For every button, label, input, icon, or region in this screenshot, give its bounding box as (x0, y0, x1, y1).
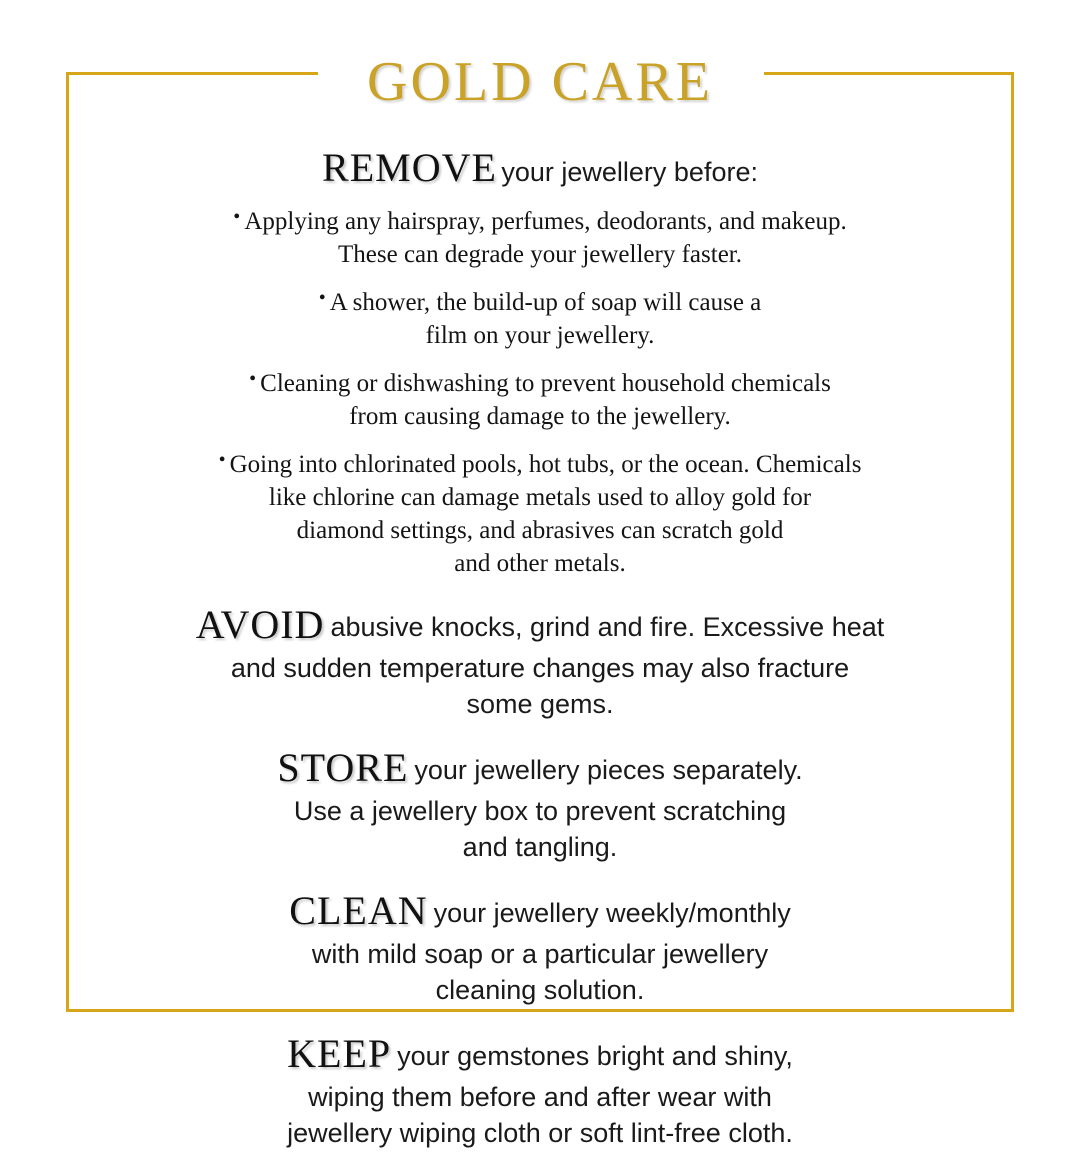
bullet-line (60, 366, 1020, 400)
avoid-keyword: AVOID (195, 602, 325, 647)
section-text: your gemstones bright and shiny, (397, 1041, 793, 1071)
bullet-text: A shower, the build-up of soap will cause a (329, 289, 762, 316)
list-item (60, 204, 1020, 271)
section-line: wiping them before and after wear with (308, 1082, 772, 1113)
remove-intro-text: your jewellery before: (501, 157, 758, 187)
section-text: your jewellery weekly/monthly (433, 898, 791, 928)
page-title: GOLD CARE (367, 51, 713, 113)
keep-keyword: KEEP (287, 1031, 392, 1076)
list-item (60, 366, 1020, 433)
section-first-line (60, 1027, 1020, 1080)
section-first-line (60, 741, 1020, 794)
bullet-line: diamond settings, and abrasives can scratch gold (296, 517, 784, 544)
section-store (60, 741, 1020, 866)
section-first-line (60, 884, 1020, 937)
section-line: cleaning solution. (435, 975, 645, 1006)
bullet-text: Applying any hairspray, perfumes, deodorants, and makeup. (244, 208, 847, 235)
bullet-text: Going into chlorinated pools, hot tubs, or the ocean. Chemicals (229, 451, 862, 478)
store-keyword: STORE (277, 745, 409, 790)
bullet-line (60, 204, 1020, 238)
bullet-line: film on your jewellery. (425, 322, 655, 349)
bullet-dot-icon: • (318, 287, 326, 309)
bullet-dot-icon: • (249, 368, 257, 390)
bullet-line: and other metals. (454, 550, 626, 577)
section-text: abusive knocks, grind and fire. Excessive heat (330, 612, 885, 642)
section-keep (60, 1027, 1020, 1152)
section-clean (60, 884, 1020, 1009)
clean-keyword: CLEAN (289, 888, 428, 933)
section-text: your jewellery pieces separately. (414, 755, 803, 785)
section-line: with mild soap or a particular jewellery (311, 939, 769, 970)
section-line: jewellery wiping cloth or soft lint-free cloth. (287, 1118, 793, 1149)
bullet-text: Cleaning or dishwashing to prevent household chemicals (260, 370, 831, 397)
bullet-dot-icon: • (233, 206, 241, 228)
care-instructions-body (60, 140, 1020, 1152)
section-line: some gems. (466, 689, 614, 720)
bullet-line (60, 285, 1020, 319)
section-line: Use a jewellery box to prevent scratching (293, 796, 787, 827)
bullet-line (60, 447, 1020, 481)
bullet-dot-icon: • (218, 449, 226, 471)
remove-bullet-list (60, 204, 1020, 580)
bullet-line: These can degrade your jewellery faster. (338, 241, 742, 268)
list-item (60, 285, 1020, 352)
bullet-line: like chlorine can damage metals used to alloy gold for (268, 484, 812, 511)
section-line: and tangling. (462, 832, 618, 863)
bullet-line: from causing damage to the jewellery. (349, 403, 731, 430)
section-line: and sudden temperature changes may also fracture (230, 653, 850, 684)
remove-keyword: REMOVE (322, 145, 497, 190)
list-item (60, 447, 1020, 580)
section-first-line (60, 598, 1020, 651)
remove-heading (60, 146, 1020, 190)
section-avoid (60, 598, 1020, 723)
